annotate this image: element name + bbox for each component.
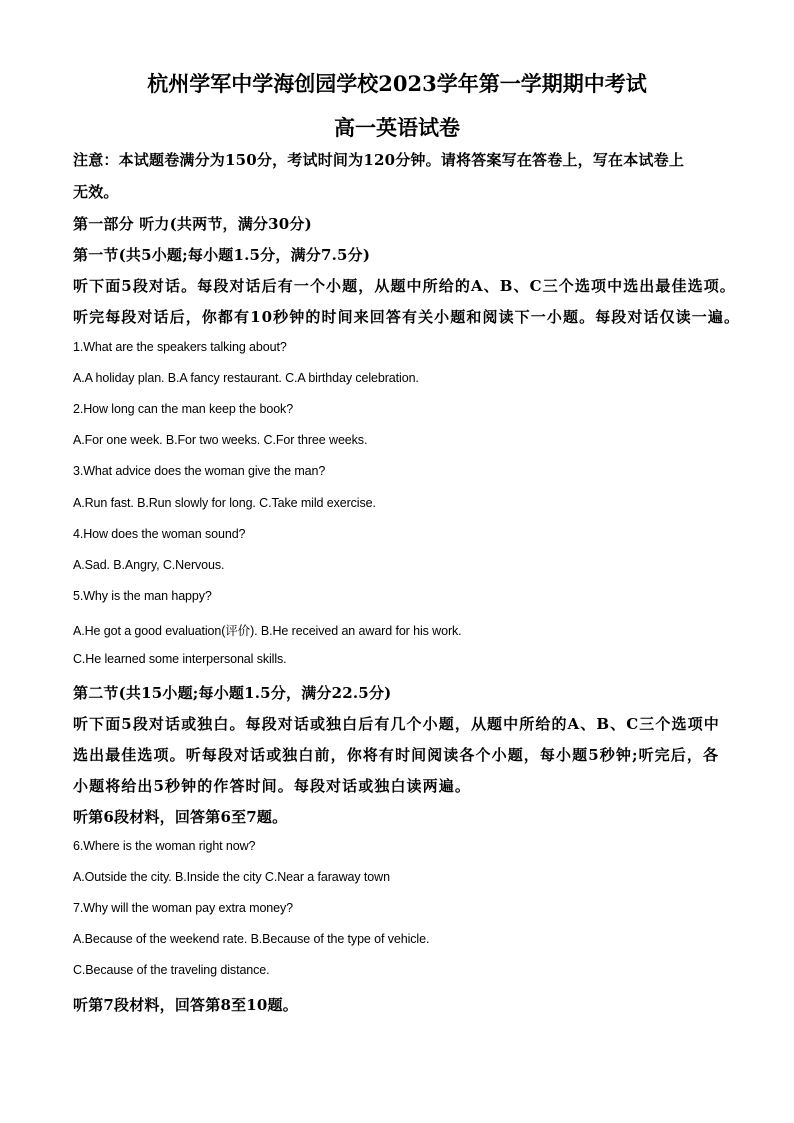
exam-subtitle: 高一英语试卷: [334, 115, 460, 140]
question-1: 1.What are the speakers talking about?: [73, 340, 287, 354]
question-5: 5.Why is the man happy?: [73, 589, 212, 603]
question-5-options: A.He got a good evaluation(评价). B.He received an award for his work.: [73, 624, 462, 638]
section1-instruction-1: 听下面5段对话。每段对话后有一个小题，从题中所给的A、B、C三个选项中选出最佳选项。: [73, 277, 736, 295]
question-6: 6.Where is the woman right now?: [73, 839, 256, 853]
notice-line-1: 注意：本试题卷满分为150分，考试时间为120分钟。请将答案写在答卷上，写在本试卷上: [73, 151, 685, 169]
question-1-options: A.A holiday plan. B.A fancy restaurant. C.A birthday celebration.: [73, 371, 419, 385]
section1-instruction-2: 听完每段对话后，你都有10秒钟的时间来回答有关小题和阅读下一小题。每段对话仅读一遍。: [73, 308, 741, 326]
question-7-options-2: C.Because of the traveling distance.: [73, 963, 270, 977]
question-4: 4.How does the woman sound?: [73, 527, 246, 541]
exam-title: 杭州学军中学海创园学校2023学年第一学期期中考试: [147, 71, 647, 96]
question-3: 3.What advice does the woman give the man?: [73, 464, 326, 478]
question-7-options: A.Because of the weekend rate. B.Because of the type of vehicle.: [73, 932, 430, 946]
question-4-options: A.Sad. B.Angry, C.Nervous.: [73, 558, 225, 572]
question-3-options: A.Run fast. B.Run slowly for long. C.Take mild exercise.: [73, 496, 376, 510]
section2-heading: 第二节(共15小题;每小题1.5分，满分22.5分): [73, 684, 392, 702]
question-6-options: A.Outside the city. B.Inside the city C.Near a faraway town: [73, 870, 390, 884]
section1-heading: 第一节(共5小题;每小题1.5分，满分7.5分): [73, 246, 371, 264]
part1-heading: 第一部分 听力(共两节，满分30分): [73, 215, 312, 233]
material-6-heading: 听第6段材料，回答第6至7题。: [73, 808, 288, 826]
question-2: 2.How long can the man keep the book?: [73, 402, 294, 416]
question-2-options: A.For one week. B.For two weeks. C.For three weeks.: [73, 433, 368, 447]
notice-line-2: 无效。: [73, 183, 119, 201]
section2-instruction-2: 选出最佳选项。听每段对话或独白前，你将有时间阅读各个小题，每小题5秒钟;听完后，各: [73, 746, 720, 764]
section2-instruction-1: 听下面5段对话或独白。每段对话或独白后有几个小题，从题中所给的A、B、C三个选项中: [73, 715, 720, 733]
question-5-options-2: C.He learned some interpersonal skills.: [73, 652, 287, 666]
section2-instruction-3: 小题将给出5秒钟的作答时间。每段对话或独白读两遍。: [73, 777, 471, 795]
question-7: 7.Why will the woman pay extra money?: [73, 901, 294, 915]
material-7-heading: 听第7段材料，回答第8至10题。: [73, 996, 298, 1014]
